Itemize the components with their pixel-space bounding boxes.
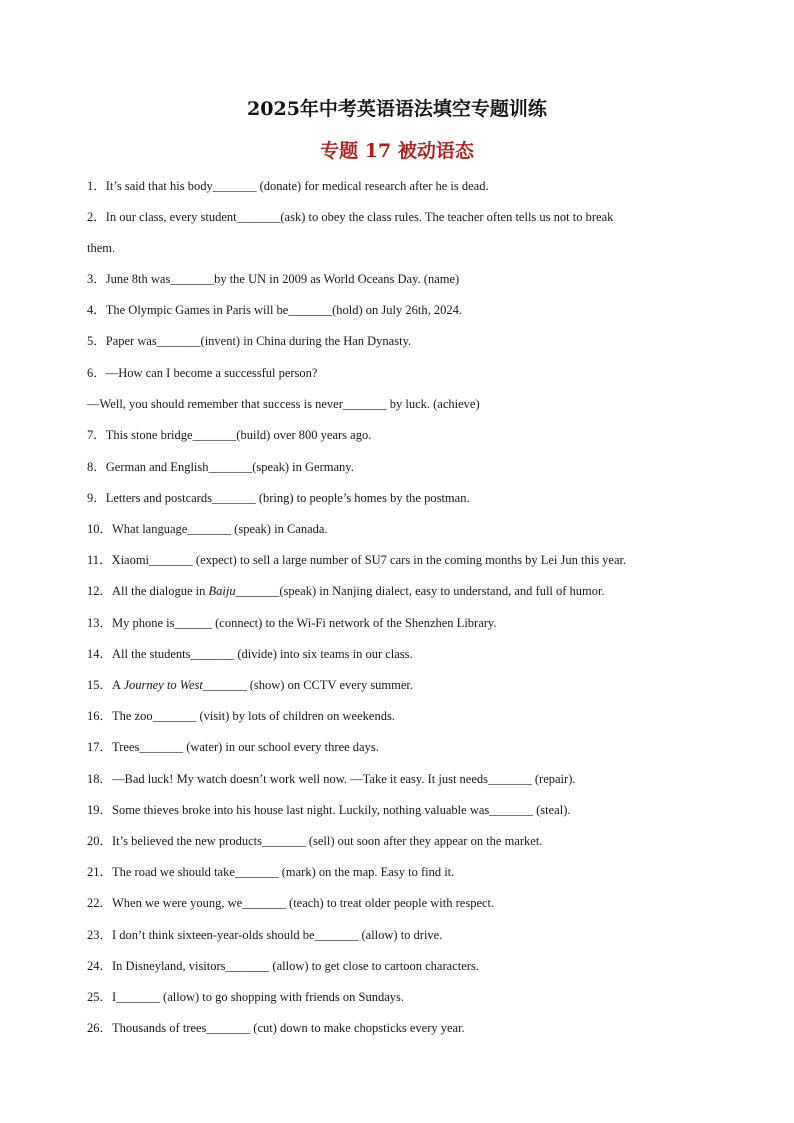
- question-12: 12．All the dialogue in Baiju_______(speak) in Nanjing dialect, easy to understand, and full of humor.: [87, 584, 605, 598]
- question-2-continued: them.: [87, 241, 116, 255]
- question-24: 24．In Disneyland, visitors_______ (allow) to get close to cartoon characters.: [87, 959, 479, 973]
- question-22: 22．When we were young, we_______ (teach) to treat older people with respect.: [87, 896, 495, 910]
- question-9: 9．Letters and postcards_______ (bring) to people’s homes by the postman.: [87, 491, 470, 505]
- question-15: 15．A Journey to West_______ (show) on CCTV every summer.: [87, 678, 414, 692]
- page-title: 2025年中考英语语法填空专题训练: [247, 98, 547, 120]
- question-3: 3．June 8th was_______by the UN in 2009 as World Oceans Day. (name): [87, 272, 460, 286]
- question-25: 25．I_______ (allow) to go shopping with friends on Sundays.: [87, 990, 404, 1004]
- question-26: 26．Thousands of trees_______ (cut) down to make chopsticks every year.: [87, 1021, 465, 1035]
- question-10: 10．What language_______ (speak) in Canada.: [87, 522, 328, 536]
- question-18: 18．—Bad luck! My watch doesn’t work well now. —Take it easy. It just needs_______ (repair).: [87, 772, 576, 786]
- question-16: 16．The zoo_______ (visit) by lots of children on weekends.: [87, 709, 395, 723]
- question-7: 7．This stone bridge_______(build) over 800 years ago.: [87, 428, 372, 442]
- question-5: 5．Paper was_______(invent) in China during the Han Dynasty.: [87, 334, 412, 348]
- question-21: 21．The road we should take_______ (mark) on the map. Easy to find it.: [87, 865, 455, 879]
- question-23: 23．I don’t think sixteen-year-olds should be_______ (allow) to drive.: [87, 928, 443, 942]
- page-subtitle: 专题 17 被动语态: [320, 140, 474, 162]
- question-17: 17．Trees_______ (water) in our school every three days.: [87, 740, 379, 754]
- question-20: 20．It’s believed the new products_______ (sell) out soon after they appear on the market.: [87, 834, 543, 848]
- question-6: 6．—How can I become a successful person?: [87, 366, 318, 380]
- question-11: 11．Xiaomi_______ (expect) to sell a large number of SU7 cars in the coming months by Lei Jun this year.: [87, 553, 627, 567]
- question-6-reply: —Well, you should remember that success is never_______ by luck. (achieve): [87, 397, 480, 411]
- question-19: 19．Some thieves broke into his house last night. Luckily, nothing valuable was_______ (steal).: [87, 803, 571, 817]
- question-13: 13．My phone is______ (connect) to the Wi-Fi network of the Shenzhen Library.: [87, 616, 497, 630]
- question-1: 1．It’s said that his body_______ (donate) for medical research after he is dead.: [87, 179, 489, 193]
- question-2: 2．In our class, every student_______(ask) to obey the class rules. The teacher often tells us not to break: [87, 210, 614, 224]
- question-8: 8．German and English_______(speak) in Germany.: [87, 460, 354, 474]
- question-4: 4．The Olympic Games in Paris will be_______(hold) on July 26th, 2024.: [87, 303, 462, 317]
- question-14: 14．All the students_______ (divide) into six teams in our class.: [87, 647, 413, 661]
